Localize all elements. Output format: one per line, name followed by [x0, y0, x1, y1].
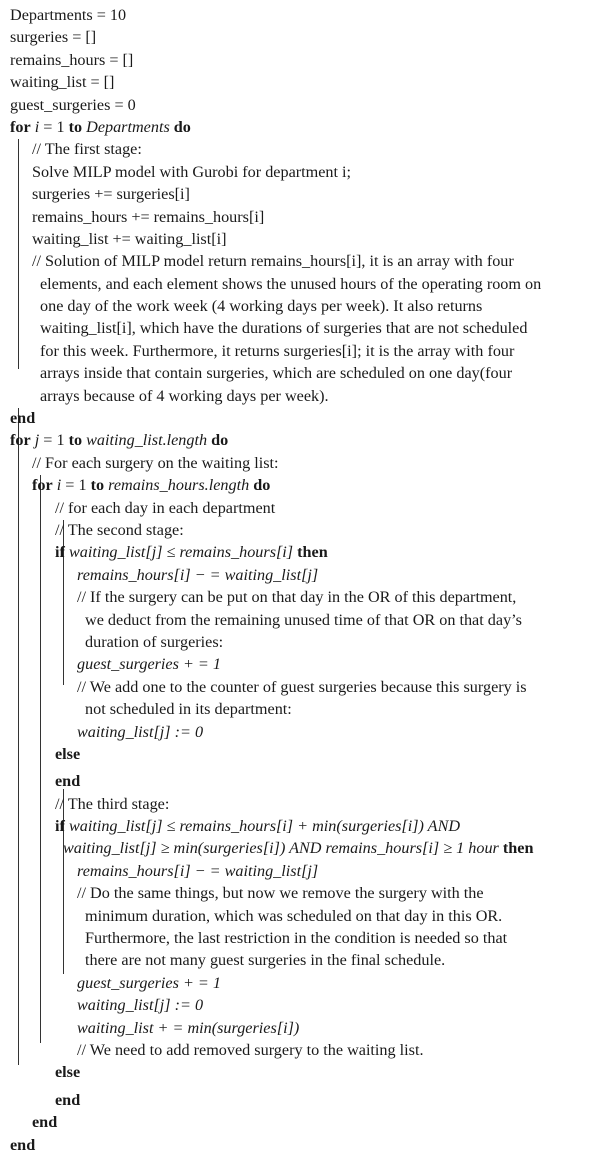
if1-stmt: remains_hours[i] − = waiting_list[j] — [77, 565, 319, 584]
loop1-comment: for this week. Furthermore, it returns surgeries[i]; it is the array with four — [40, 341, 515, 360]
kw-for: for — [10, 117, 31, 136]
loop-eq: = 1 — [39, 431, 69, 450]
kw-to: to — [90, 476, 105, 495]
if1-end: end — [55, 772, 81, 791]
loop3-comment: // The second stage: — [55, 520, 184, 539]
loop2-end: end — [10, 1135, 36, 1154]
if2-stmt: waiting_list[j] := 0 — [77, 996, 204, 1015]
loop1-comment: waiting_list[i], which have the durations of surgeries that are not scheduled — [40, 319, 528, 338]
kw-if: if — [55, 817, 65, 836]
kw-for: for — [32, 476, 53, 495]
loop-var: j — [34, 431, 40, 450]
loop2-header — [10, 429, 605, 451]
kw-for: for — [10, 431, 31, 450]
loop-bound: Departments — [86, 117, 170, 136]
if2-stmt: guest_surgeries + = 1 — [77, 973, 221, 992]
loop3-bar — [40, 475, 41, 1043]
if2-condition-1: waiting_list[j] ≤ remains_hours[i] + min(surgeries[i]) AND — [68, 817, 461, 836]
loop1-stmt: remains_hours += remains_hours[i] — [32, 207, 265, 226]
loop1-comment: arrays because of 4 working days per week). — [40, 386, 329, 405]
kw-to: to — [68, 431, 83, 450]
init-surgeries: surgeries = [] — [10, 28, 97, 47]
kw-then: then — [502, 839, 534, 858]
loop3-comment: // for each day in each department — [55, 498, 276, 517]
if1-header — [55, 541, 605, 563]
loop1-comment: arrays inside that contain surgeries, which are scheduled on one day(four — [40, 364, 513, 383]
third-stage-comment: // The third stage: — [55, 794, 170, 813]
loop1-comment: one day of the work week (4 working days per week). It also returns — [40, 297, 483, 316]
kw-then: then — [297, 543, 328, 562]
loop2-bar — [18, 408, 19, 1065]
loop1-stmt: // The first stage: — [32, 140, 142, 159]
loop1-stmt: surgeries += surgeries[i] — [32, 185, 190, 204]
if1-comment: // We add one to the counter of guest surgeries because this surgery is — [77, 677, 527, 696]
if1-comment: duration of surgeries: — [85, 632, 224, 651]
init-remains-hours: remains_hours = [] — [10, 50, 134, 69]
if1-comment: // If the surgery can be put on that day in the OR of this department, — [77, 588, 517, 607]
loop-var: i — [56, 476, 62, 495]
if2-else: else — [55, 1063, 81, 1082]
loop-bound: waiting_list.length — [86, 431, 208, 450]
if2-header-cont — [55, 837, 605, 859]
kw-do: do — [173, 117, 191, 136]
if2-comment: there are not many guest surgeries in the final schedule. — [85, 951, 446, 970]
if2-comment: // Do the same things, but now we remove the surgery with the — [77, 884, 484, 903]
if1-condition: waiting_list[j] ≤ remains_hours[i] — [68, 543, 294, 562]
if2-comment: // We need to add removed surgery to the waiting list. — [77, 1040, 424, 1059]
if2-stmt: remains_hours[i] − = waiting_list[j] — [77, 861, 319, 880]
if2-condition-2: waiting_list[j] ≥ min(surgeries[i]) AND remains_hours[i] ≥ 1 hour — [63, 839, 499, 858]
loop1-stmt: Solve MILP model with Gurobi for department i; — [32, 162, 352, 181]
init-waiting-list: waiting_list = [] — [10, 73, 115, 92]
if1-stmt: guest_surgeries + = 1 — [77, 655, 221, 674]
kw-do: do — [253, 476, 271, 495]
loop1-end: end — [10, 409, 36, 428]
loop1-comment: elements, and each element shows the unused hours of the operating room on — [40, 274, 542, 293]
if1-comment: not scheduled in its department: — [85, 700, 292, 719]
if2-comment: Furthermore, the last restriction in the condition is needed so that — [85, 929, 508, 948]
loop1-bar — [18, 139, 19, 369]
loop-eq: = 1 — [39, 117, 69, 136]
if2-stmt: waiting_list + = min(surgeries[i]) — [77, 1018, 300, 1037]
loop1-comment: // Solution of MILP model return remains_hours[i], it is an array with four — [32, 252, 514, 271]
loop3-end: end — [32, 1113, 58, 1132]
algorithm-block — [10, 4, 605, 1156]
if1-else: else — [55, 744, 81, 763]
if2-comment: minimum duration, which was scheduled on that day in this OR. — [85, 906, 503, 925]
if1-comment: we deduct from the remaining unused time of that OR on that day’s — [85, 610, 522, 629]
kw-do: do — [211, 431, 229, 450]
loop-eq: = 1 — [61, 476, 91, 495]
loop-var: i — [34, 117, 40, 136]
loop2-comment: // For each surgery on the waiting list: — [32, 453, 279, 472]
kw-to: to — [68, 117, 83, 136]
loop1-stmt: waiting_list += waiting_list[i] — [32, 229, 227, 248]
if2-end: end — [55, 1090, 81, 1109]
init-departments: Departments = 10 — [10, 6, 127, 24]
if1-stmt: waiting_list[j] := 0 — [77, 722, 204, 741]
init-guest-surgeries: guest_surgeries = 0 — [10, 95, 136, 114]
loop3-header — [32, 474, 605, 496]
loop1-header — [10, 116, 605, 138]
loop-bound: remains_hours.length — [108, 476, 250, 495]
kw-if: if — [55, 543, 65, 562]
if2-header — [55, 815, 605, 837]
